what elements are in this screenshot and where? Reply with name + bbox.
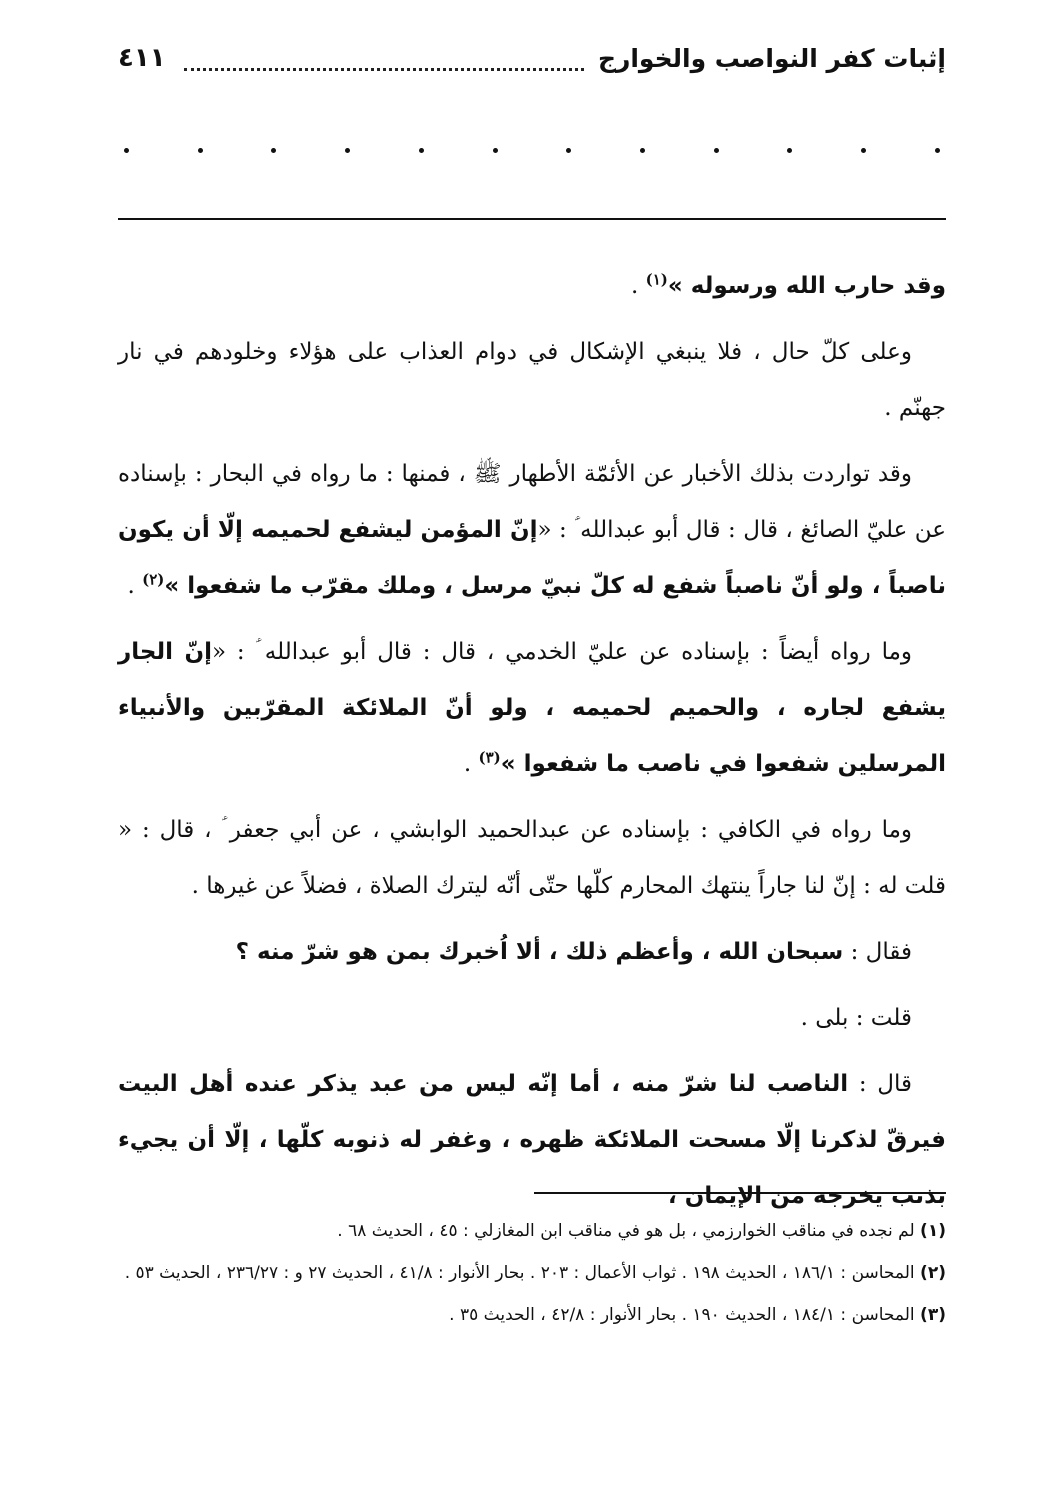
hadith-text-bold: إنّ المؤمن ليشفع لحميمه إلّا أن يكون ناصباً ، ولو أنّ ناصباً شفع له كلّ نبيّ مرسل ، وملك مقرّب ما شفعوا » bbox=[118, 517, 946, 599]
dot bbox=[345, 148, 350, 153]
dot bbox=[124, 148, 129, 153]
speaker-label: قال : bbox=[848, 1071, 912, 1097]
footnote-text: المحاسن : ١٨٤/١ ، الحديث ١٩٠ . بحار الأنوار : ٤٢/٨ ، الحديث ٣٥ . bbox=[449, 1305, 915, 1325]
paragraph-end: . bbox=[127, 573, 143, 599]
paragraph-6 bbox=[118, 924, 946, 980]
hadith-text-bold: الناصب لنا شرّ منه ، أما إنّه ليس من عبد يذكر عنده أهل البيت فيرقّ لذكرنا إلّا مسحت الملائكة ظهره ، وغفر له ذنوبه كلّها ، إلّا أن يجيء بذنب يخرجه من الإيمان ، bbox=[118, 1071, 946, 1209]
hadith-text-bold: إنّ الجار يشفع لجاره ، والحميم لحميمه ، ولو أنّ الملائكة المقرّبين والأنبياء المرسلين شفعوا في ناصب ما شفعوا » bbox=[118, 639, 946, 777]
dot bbox=[271, 148, 276, 153]
paragraph-5: وما رواه في الكافي : بإسناده عن عبدالحميد الوابشي ، عن أبي جعفر ؑ ، قال : « قلت له : إنّ لنا جاراً ينتهك المحارم كلّها حتّى أنّه ليترك الصلاة ، فضلاً عن غيرها . bbox=[118, 817, 946, 899]
page-number: ٤١١ bbox=[118, 43, 166, 73]
separator-rule bbox=[118, 218, 946, 220]
footnote-ref-2: (٢) bbox=[142, 570, 165, 589]
dot bbox=[198, 148, 203, 153]
paragraph-2: وعلى كلّ حال ، فلا ينبغي الإشكال في دوام العذاب على هؤلاء وخلودهم في نار جهنّم . bbox=[118, 339, 946, 421]
footnote-text: المحاسن : ١٨٦/١ ، الحديث ١٩٨ . ثواب الأعمال : ٢٠٣ . بحار الأنوار : ٤١/٨ ، الحديث ٢٧ و : ٢٣٦/٢٧ ، الحديث ٥٣ . bbox=[124, 1263, 915, 1283]
footnote-ref-1: (١) bbox=[645, 270, 668, 289]
paragraph-1 bbox=[118, 258, 946, 314]
paragraph-end: . bbox=[463, 751, 479, 777]
paragraph-8 bbox=[118, 1056, 946, 1224]
footnote-1 bbox=[118, 1212, 946, 1250]
paragraph-7: قلت : بلى . bbox=[800, 1005, 912, 1031]
dot bbox=[787, 148, 792, 153]
footnote-text: لم نجده في مناقب الخوارزمي ، بل هو في مناقب ابن المغازلي : ٤٥ ، الحديث ٦٨ . bbox=[337, 1221, 915, 1241]
dot bbox=[493, 148, 498, 153]
narration-intro: وما رواه أيضاً : بإسناده عن عليّ الخدمي ، قال : قال أبو عبدالله ؑ : « bbox=[212, 639, 913, 665]
footnote-2 bbox=[118, 1254, 946, 1292]
dot bbox=[861, 148, 866, 153]
dot bbox=[640, 148, 645, 153]
paragraph-4 bbox=[118, 624, 946, 792]
paragraph-3 bbox=[118, 446, 946, 614]
footnote-number: (٢) bbox=[920, 1263, 946, 1283]
main-text bbox=[118, 258, 946, 1234]
narration-intro: وقد تواردت بذلك الأخبار عن الأئمّة الأطهار ﷺ ، فمنها : ما رواه في البحار : بإسناده عن عليّ الصائغ ، قال : قال أبو عبدالله ؑ : « bbox=[118, 461, 946, 543]
footnote-separator bbox=[534, 1192, 946, 1194]
footnote-3 bbox=[118, 1296, 946, 1334]
running-header bbox=[118, 38, 946, 78]
footnote-ref-3: (٣) bbox=[478, 748, 501, 767]
quote-end-bold: وقد حارب الله ورسوله » bbox=[667, 273, 946, 299]
header-leader-dots bbox=[184, 58, 584, 71]
footnote-number: (١) bbox=[920, 1221, 946, 1241]
dot bbox=[419, 148, 424, 153]
footnote-number: (٣) bbox=[920, 1305, 946, 1325]
ellipsis-dots-row bbox=[118, 130, 946, 170]
dot bbox=[714, 148, 719, 153]
dot bbox=[566, 148, 571, 153]
running-title: إثبات كفر النواصب والخوارج bbox=[597, 43, 946, 73]
footnotes bbox=[118, 1212, 946, 1338]
paragraph-end: . bbox=[630, 273, 646, 299]
dot bbox=[935, 148, 940, 153]
hadith-text-bold: سبحان الله ، وأعظم ذلك ، ألا اُخبرك بمن هو شرّ منه ؟ bbox=[235, 939, 844, 965]
speaker-label: فقال : bbox=[843, 939, 912, 965]
